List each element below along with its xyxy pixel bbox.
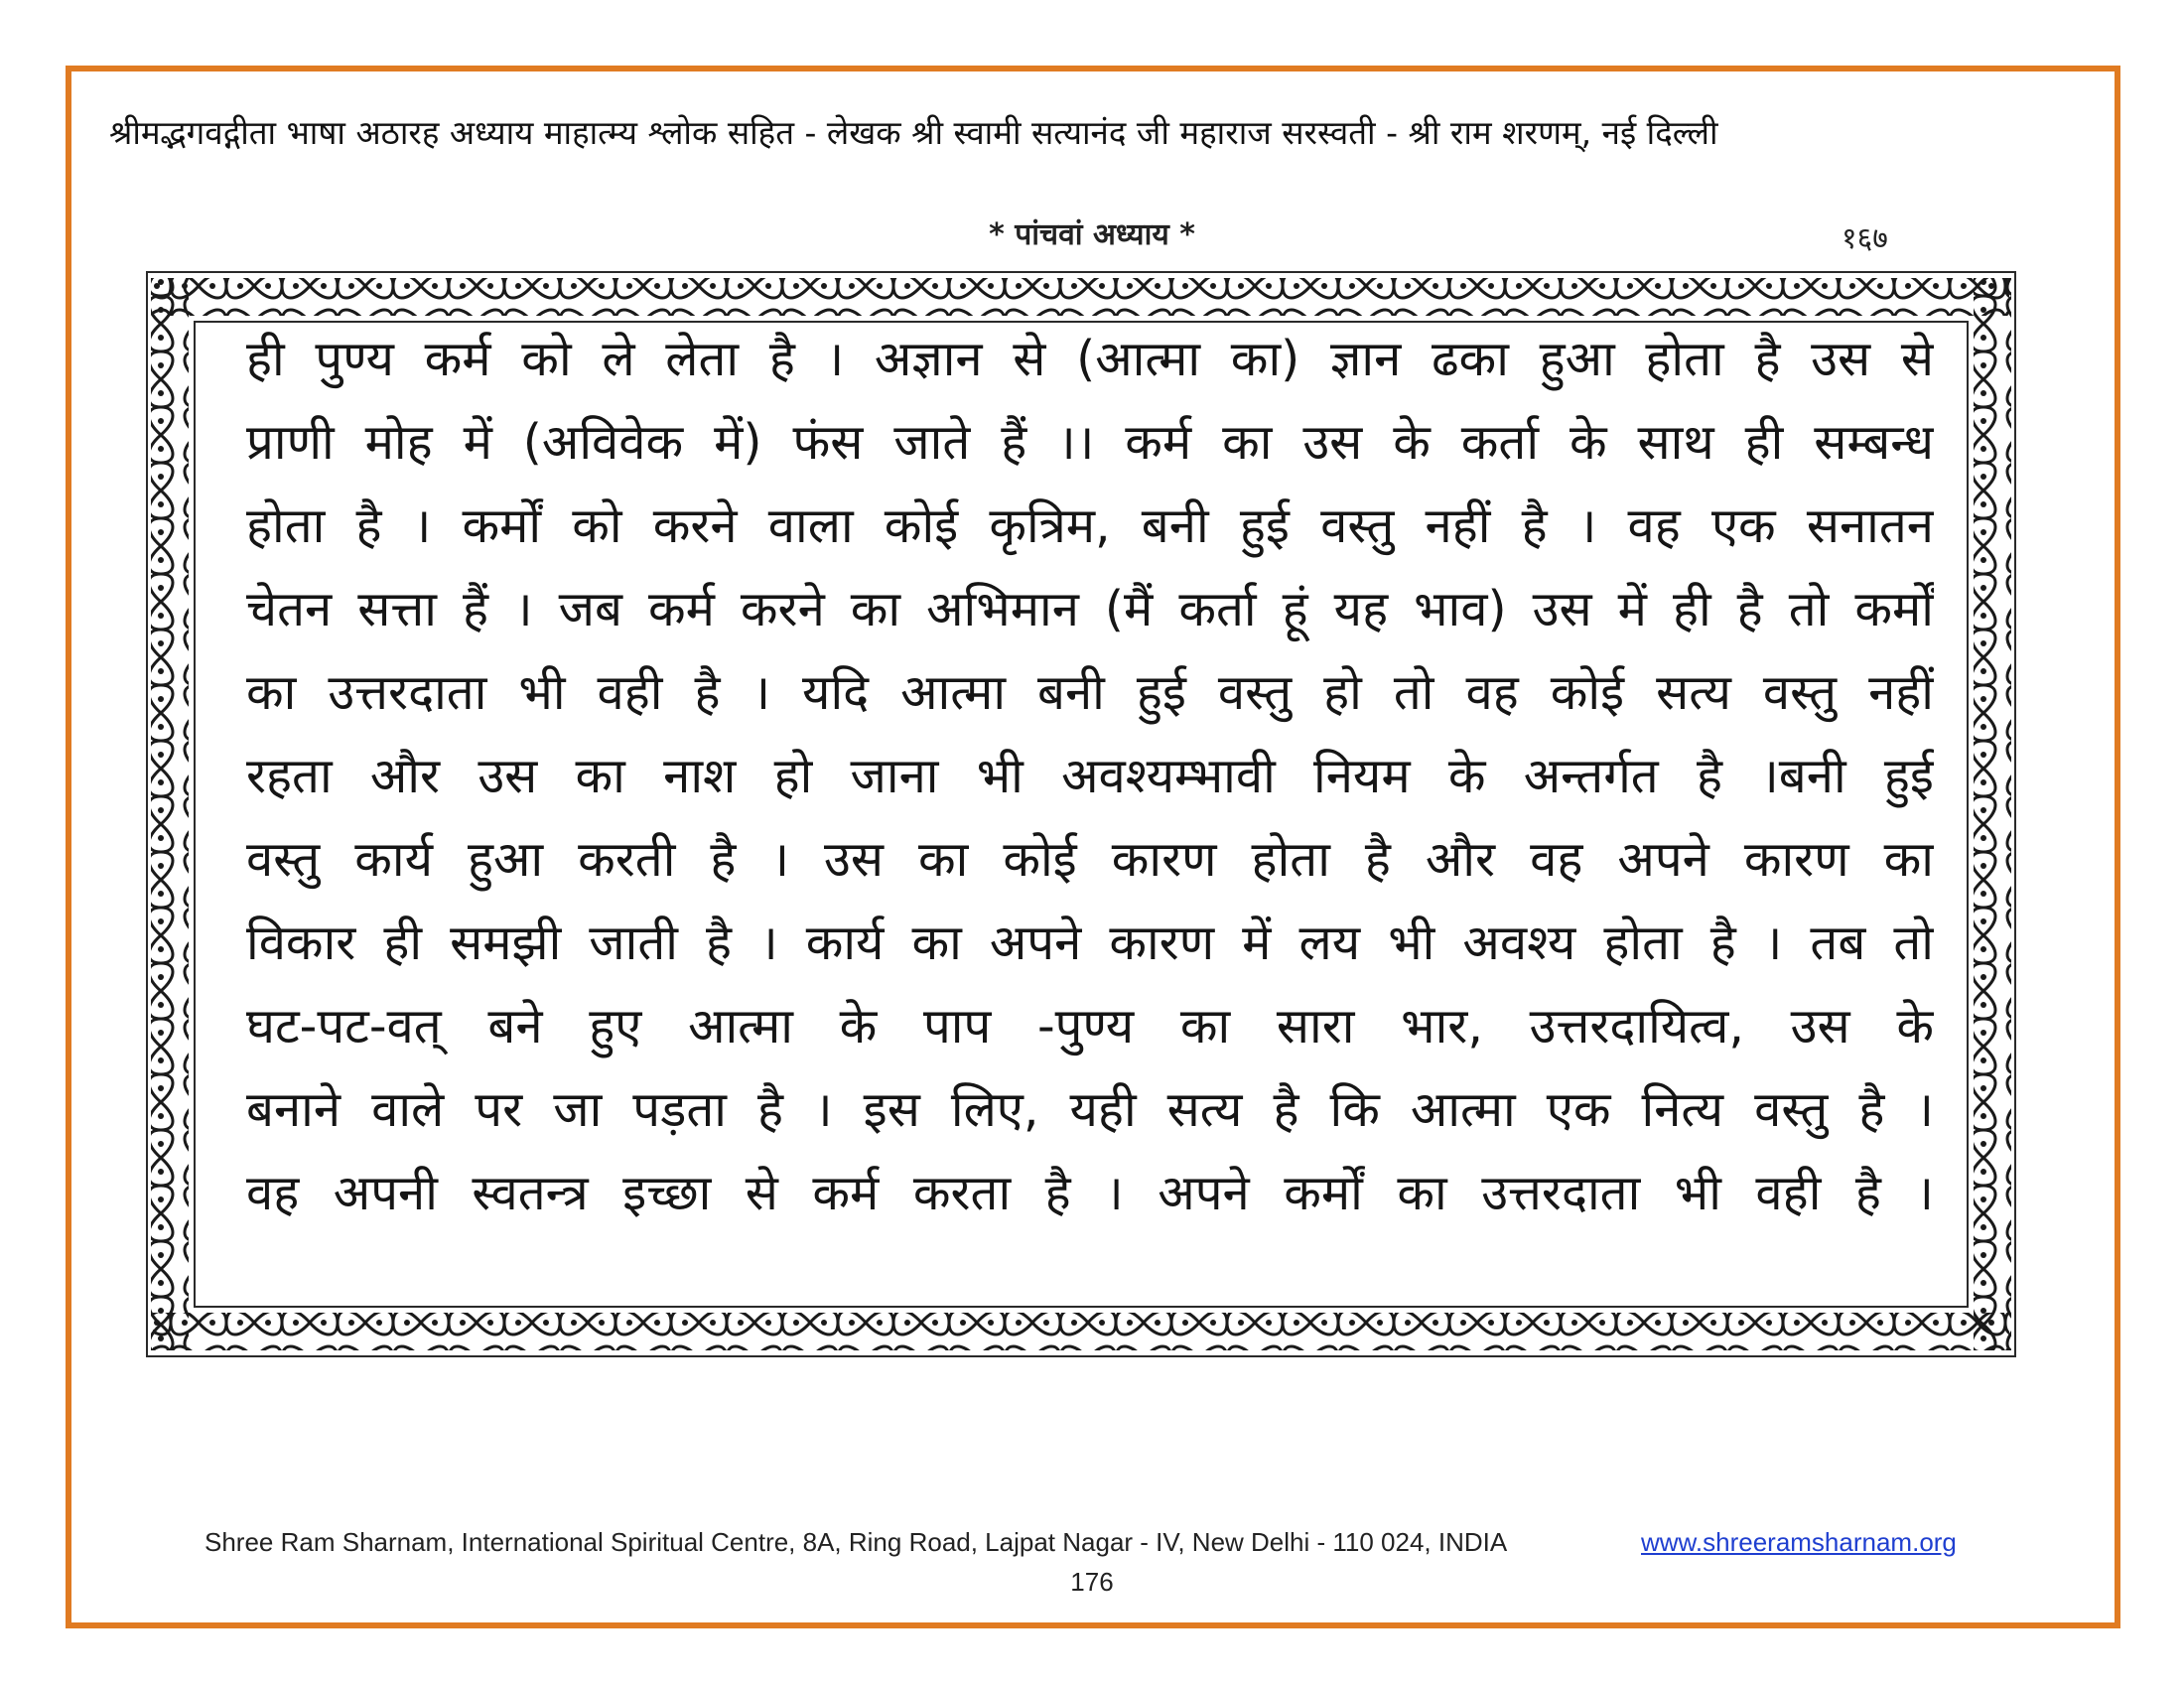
footer-page-number: 176 [1070, 1567, 1114, 1597]
chapter-heading: * पांचवां अध्याय * [989, 217, 1195, 252]
text-line: चेतन सत्ता हैं । जब कर्म करने का अभिमान (मैं कर्ता हूं यह भाव) उस में ही है तो कर्मों [246, 581, 1934, 637]
website-link[interactable]: www.shreeramsharnam.org [1641, 1527, 1957, 1557]
text-line: वह अपनी स्वतन्त्र इच्छा से कर्म करता है । अपने कर्मों का उत्तरदाता भी वही है । [246, 1165, 1934, 1221]
text-line: प्राणी मोह में (अविवेक में) फंस जाते हैं ।। कर्म का उस के कर्ता के साथ ही सम्बन्ध [246, 414, 1934, 471]
text-line: होता है । कर्मों को करने वाला कोई कृत्रिम, बनी हुई वस्तु नहीं है । वह एक सनातन [246, 497, 1934, 554]
text-line: रहता और उस का नाश हो जाना भी अवश्यम्भावी नियम के अन्तर्गत है ।बनी हुई [246, 748, 1934, 804]
text-line: वस्तु कार्य हुआ करती है । उस का कोई कारण होता है और वह अपने कारण का [246, 831, 1934, 888]
text-line: ही पुण्य कर्म को ले लेता है । अज्ञान से (आत्मा का) ज्ञान ढका हुआ होता है उस से [246, 331, 1934, 387]
scanned-verse-text [246, 318, 1934, 1235]
footer-address: Shree Ram Sharnam, International Spiritual Centre, 8A, Ring Road, Lajpat Nagar - IV, New Delhi - 110 024, INDIA [205, 1527, 1508, 1557]
text-line: का उत्तरदाता भी वही है । यदि आत्मा बनी हुई वस्तु हो तो वह कोई सत्य वस्तु नहीं [246, 664, 1934, 721]
text-line: घट-पट-वत् बने हुए आत्मा के पाप -पुण्य का सारा भार, उत्तरदायित्व, उस के [246, 998, 1934, 1055]
text-line: बनाने वाले पर जा पड़ता है । इस लिए, यही सत्य है कि आत्मा एक नित्य वस्तु है । [246, 1081, 1934, 1138]
text-line: विकार ही समझी जाती है । कार्य का अपने कारण में लय भी अवश्य होता है । तब तो [246, 914, 1934, 971]
scan-page-number: १६७ [1842, 221, 1888, 256]
document-header-title: श्रीमद्भगवद्गीता भाषा अठारह अध्याय माहात्म्य श्लोक सहित - लेखक श्री स्वामी सत्यानंद जी महाराज सरस्वती - श्री राम शरणम्, नई दिल्ली [109, 113, 1718, 152]
